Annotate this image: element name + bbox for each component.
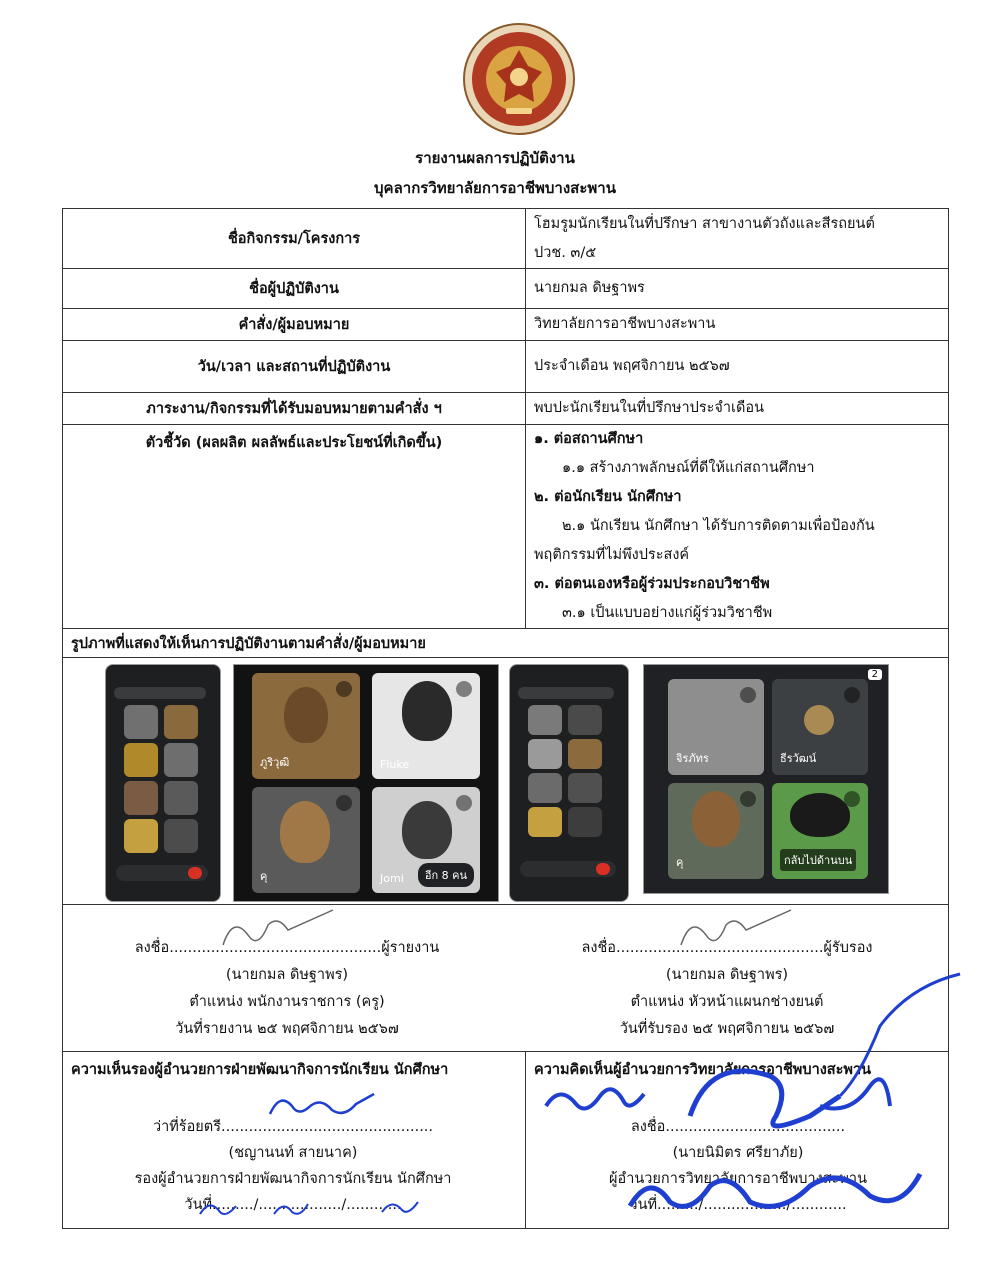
row-signatures — [63, 905, 949, 1052]
meet-screenshot-2 — [233, 664, 499, 902]
task-value: พบปะนักเรียนในที่ปรึกษาประจำเดือน — [526, 393, 949, 425]
reporter-sign-line: ลงชื่อ..............................................ผู้รายงาน — [134, 940, 440, 956]
director-opinion-cell — [526, 1052, 949, 1229]
performer-value: นายกมล ดิษฐาพร — [526, 269, 949, 309]
row-indicators — [63, 425, 949, 629]
participant-tile — [372, 787, 480, 893]
director-date: วันที่........./................../............ — [629, 1197, 847, 1213]
row-activity — [63, 209, 949, 269]
certifier-signature-block — [517, 935, 937, 1043]
row-order — [63, 309, 949, 341]
participant-name: Fluke — [380, 758, 410, 771]
participant-tile — [772, 679, 868, 775]
certifier-position: ตำแหน่ง หัวหน้าแผนกช่างยนต์ — [630, 994, 824, 1010]
activity-value-line1: โฮมรูมนักเรียนในที่ปรึกษา สาขางานตัวถังและสีรถยนต์ — [534, 215, 875, 232]
participant-name: Jomi — [380, 872, 404, 885]
indicator-item-3-1: ๓.๑ เป็นแบบอย่างแก่ผู้ร่วมวิชาชีพ — [562, 605, 773, 621]
participant-tile — [372, 673, 480, 779]
deputy-date: วันที่........./................../............ — [184, 1197, 402, 1213]
order-value: วิทยาลัยการอาชีพบางสะพาน — [526, 309, 949, 341]
row-datetime — [63, 341, 949, 393]
activity-value — [526, 209, 949, 269]
college-seal-logo — [462, 22, 576, 136]
row-task — [63, 393, 949, 425]
back-to-top-label: กลับไปด้านบน — [780, 849, 856, 871]
participant-tile — [772, 783, 868, 879]
muted-mic-icon — [336, 795, 352, 811]
director-name: (นายนิมิตร ศรียาภัย) — [672, 1145, 804, 1161]
director-position: ผู้อำนวยการวิทยาลัยการอาชีพบางสะพาน — [609, 1171, 867, 1187]
muted-mic-icon — [456, 681, 472, 697]
participant-tile — [668, 783, 764, 879]
muted-mic-icon — [740, 687, 756, 703]
order-label: คำสั่ง/ผู้มอบหมาย — [63, 309, 526, 341]
photos-cell — [63, 658, 949, 905]
row-photos-heading — [63, 629, 949, 658]
director-opinion-heading: ความคิดเห็นผู้อำนวยการวิทยาลัยการอาชีพบางสะพาน — [534, 1062, 872, 1078]
indicator-item-2-1: ๒.๑ นักเรียน นักศึกษา ได้รับการติดตามเพื่อป้องกัน — [562, 518, 875, 534]
indicator-item-2-1-cont: พฤติกรรมที่ไม่พึงประสงค์ — [534, 547, 690, 563]
task-label: ภาระงาน/กิจกรรมที่ได้รับมอบหมายตามคำสั่ง ฯ — [63, 393, 526, 425]
muted-mic-icon — [336, 681, 352, 697]
performer-label: ชื่อผู้ปฏิบัติงาน — [63, 269, 526, 309]
participant-tile — [668, 679, 764, 775]
deputy-position: รองผู้อำนวยการฝ่ายพัฒนากิจการนักเรียน นักศึกษา — [134, 1171, 452, 1187]
certifier-name: (นายกมล ดิษฐาพร) — [665, 967, 789, 983]
activity-label: ชื่อกิจกรรม/โครงการ — [63, 209, 526, 269]
indicator-heading-3: ๓. ต่อตนเองหรือผู้ร่วมประกอบวิชาชีพ — [534, 576, 770, 592]
deputy-name: (ชญานนท์ สายนาค) — [228, 1145, 358, 1161]
indicators-label: ตัวชี้วัด (ผลผลิต ผลลัพธ์และประโยชน์ที่เกิดขึ้น) — [63, 425, 526, 629]
reporter-name: (นายกมล ดิษฐาพร) — [225, 967, 349, 983]
indicator-heading-2: ๒. ต่อนักเรียน นักศึกษา — [534, 489, 682, 505]
participant-name: คุ — [676, 856, 684, 869]
certifier-sign-line: ลงชื่อ.............................................ผู้รับรอง — [581, 940, 873, 956]
deputy-sign-block — [83, 1114, 503, 1218]
datetime-value: ประจำเดือน พฤศจิกายน ๒๕๖๗ — [526, 341, 949, 393]
participant-name: คุ — [260, 870, 268, 883]
deputy-opinion-cell — [63, 1052, 526, 1229]
datetime-label: วัน/เวลา และสถานที่ปฏิบัติงาน — [63, 341, 526, 393]
participant-name: จิรภัทร — [676, 752, 709, 765]
participant-name: ธีรวัฒน์ — [780, 752, 817, 765]
participant-tile — [252, 673, 360, 779]
director-sign-block — [528, 1114, 948, 1218]
row-performer — [63, 269, 949, 309]
meet-screenshot-4 — [643, 664, 889, 894]
muted-mic-icon — [456, 795, 472, 811]
more-participants-chip: อีก 8 คน — [418, 863, 474, 887]
meet-screenshot-3 — [509, 664, 629, 902]
muted-mic-icon — [844, 791, 860, 807]
deputy-sign-line: ว่าที่ร้อยตรี.............................................. — [152, 1119, 434, 1135]
reporter-position: ตำแหน่ง พนักงานราชการ (ครู) — [189, 994, 385, 1010]
director-sign-line: ลงชื่อ....................................... — [630, 1119, 846, 1135]
page-badge: 2 — [868, 669, 882, 680]
signatures-cell — [63, 905, 949, 1052]
row-opinions — [63, 1052, 949, 1229]
deputy-opinion-heading: ความเห็นรองผู้อำนวยการฝ่ายพัฒนากิจการนักเรียน นักศึกษา — [71, 1062, 449, 1078]
muted-mic-icon — [844, 687, 860, 703]
photos-heading: รูปภาพที่แสดงให้เห็นการปฏิบัติงานตามคำสั่ง/ผู้มอบหมาย — [63, 629, 949, 658]
report-subtitle: บุคลากรวิทยาลัยการอาชีพบางสะพาน — [374, 179, 616, 197]
muted-mic-icon — [740, 791, 756, 807]
row-photos — [63, 658, 949, 905]
activity-value-line2: ปวช. ๓/๕ — [534, 244, 597, 261]
reporter-date: วันที่รายงาน ๒๕ พฤศจิกายน ๒๕๖๗ — [175, 1021, 399, 1037]
certifier-date: วันที่รับรอง ๒๕ พฤศจิกายน ๒๕๖๗ — [619, 1021, 835, 1037]
reporter-signature-block — [77, 935, 497, 1043]
report-table — [62, 208, 949, 1229]
meet-screenshot-1 — [105, 664, 221, 902]
participant-tile — [252, 787, 360, 893]
report-title: รายงานผลการปฏิบัติงาน — [415, 149, 575, 167]
indicator-item-1-1: ๑.๑ สร้างภาพลักษณ์ที่ดีให้แก่สถานศึกษา — [562, 460, 815, 476]
indicators-value — [526, 425, 949, 629]
indicator-heading-1: ๑. ต่อสถานศึกษา — [534, 431, 644, 447]
participant-name: ภูริวุฒิ — [260, 756, 290, 769]
